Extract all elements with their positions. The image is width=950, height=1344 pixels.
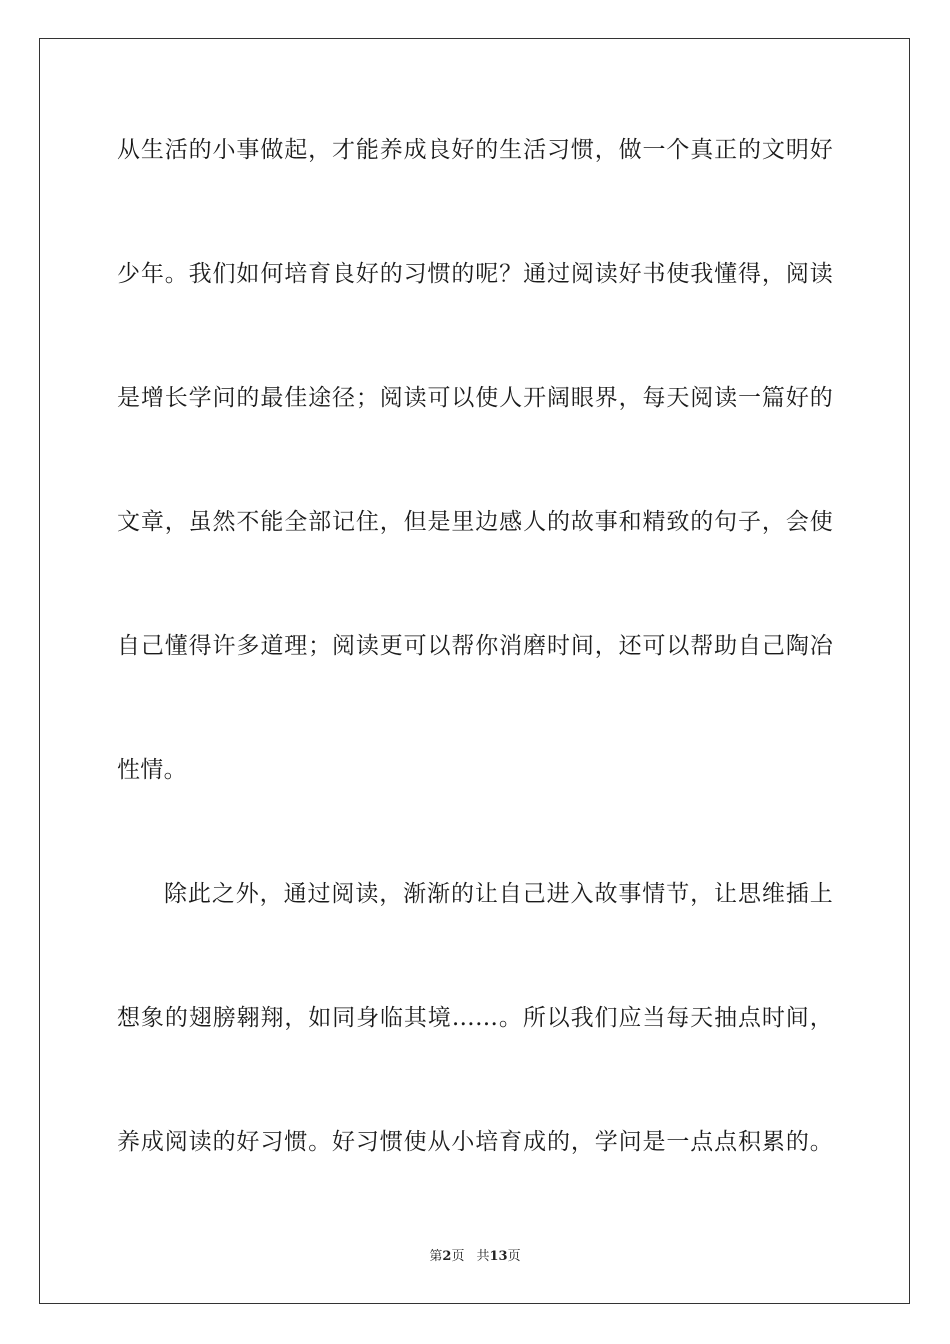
body-line-4: 文章，虽然不能全部记住，但是里边感人的故事和精致的句子，会使 [117,509,833,535]
total-pages: 13 [489,1249,508,1264]
body-line-9: 养成阅读的好习惯。好习惯使从小培育成的，学问是一点点积累的。 [117,1129,833,1155]
body-line-7: 除此之外，通过阅读，渐渐的让自己进入故事情节，让思维插上 [164,881,833,907]
body-line-6: 性情。 [117,757,187,783]
page-number: 2 [442,1249,452,1264]
body-line-1: 从生活的小事做起，才能养成良好的生活习惯，做一个真正的文明好 [117,137,833,163]
page-suffix: 页 [451,1249,465,1264]
page-border [39,38,910,1304]
body-line-8: 想象的翅膀翱翔，如同身临其境……。所以我们应当每天抽点时间， [117,1005,833,1031]
total-prefix: 共 [476,1249,490,1264]
total-suffix: 页 [507,1249,521,1264]
body-line-2: 少年。我们如何培育良好的习惯的呢？通过阅读好书使我懂得，阅读 [117,261,833,287]
body-line-5: 自己懂得许多道理；阅读更可以帮你消磨时间，还可以帮助自己陶冶 [117,633,833,659]
page-prefix: 第 [429,1249,443,1264]
page-footer [0,1248,950,1266]
body-line-3: 是增长学问的最佳途径；阅读可以使人开阔眼界，每天阅读一篇好的 [117,385,833,411]
